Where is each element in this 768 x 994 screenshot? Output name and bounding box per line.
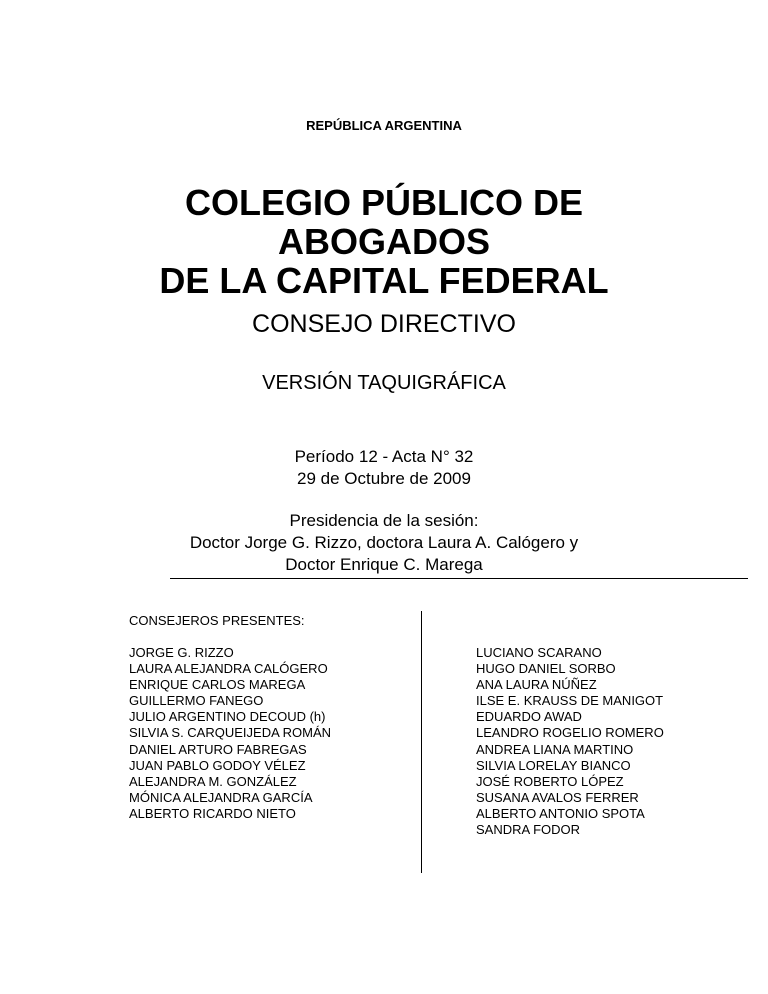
councilor-name: LEANDRO ROGELIO ROMERO	[476, 725, 664, 741]
councilor-name: LAURA ALEJANDRA CALÓGERO	[129, 661, 328, 677]
councilor-name: SANDRA FODOR	[476, 822, 581, 838]
councilor-name: JOSÉ ROBERTO LÓPEZ	[476, 773, 624, 789]
document-title	[0, 183, 768, 300]
councilor-name: EDUARDO AWAD	[476, 709, 582, 725]
councilor-name: HUGO DANIEL SORBO	[476, 661, 616, 677]
councilors-heading: CONSEJEROS PRESENTES:	[129, 613, 305, 628]
title-line-2: ABOGADOS	[277, 221, 490, 262]
councilor-name: SILVIA S. CARQUEIJEDA ROMÁN	[129, 725, 332, 741]
councilor-name: SILVIA LORELAY BIANCO	[476, 757, 631, 773]
councilor-name: ENRIQUE CARLOS MAREGA	[129, 677, 306, 693]
council-name: CONSEJO DIRECTIVO	[252, 310, 516, 338]
councilor-name: ALBERTO RICARDO NIETO	[129, 805, 296, 821]
councilor-name: SUSANA AVALOS FERRER	[476, 789, 639, 805]
councilor-name: JULIO ARGENTINO DECOUD (h)	[129, 709, 326, 725]
country-heading: REPÚBLICA ARGENTINA	[306, 118, 462, 133]
horizontal-rule	[170, 578, 748, 579]
councilor-name: ILSE E. KRAUSS DE MANIGOT	[476, 693, 664, 709]
presidency-label: Presidencia de la sesión:	[289, 511, 479, 530]
councilor-name: ALBERTO ANTONIO SPOTA	[476, 805, 645, 821]
period-line: Período 12 - Acta N° 32	[294, 447, 474, 466]
session-info	[0, 446, 768, 490]
title-line-1: COLEGIO PÚBLICO DE	[184, 182, 584, 223]
version-label: VERSIÓN TAQUIGRÁFICA	[262, 372, 506, 394]
councilor-name: JUAN PABLO GODOY VÉLEZ	[129, 757, 306, 773]
councilor-name: ANDREA LIANA MARTINO	[476, 741, 634, 757]
presidency-line-2: Doctor Enrique C. Marega	[285, 555, 483, 574]
date-line: 29 de Octubre de 2009	[297, 469, 471, 488]
councilor-name: GUILLERMO FANEGO	[129, 693, 264, 709]
column-divider	[421, 611, 422, 873]
presidency-line-1: Doctor Jorge G. Rizzo, doctora Laura A. Calógero y	[189, 533, 579, 552]
councilors-left-column	[129, 645, 331, 822]
councilor-name: LUCIANO SCARANO	[476, 645, 602, 660]
presidency-block	[0, 510, 768, 576]
councilor-name: ANA LAURA NÚÑEZ	[476, 677, 597, 693]
councilor-name: ALEJANDRA M. GONZÁLEZ	[129, 773, 297, 789]
title-line-3: DE LA CAPITAL FEDERAL	[159, 260, 609, 301]
councilor-name: DANIEL ARTURO FABREGAS	[129, 741, 307, 757]
councilors-right-column	[476, 645, 664, 838]
councilor-name: MÓNICA ALEJANDRA GARCÍA	[129, 789, 313, 805]
councilor-name: JORGE G. RIZZO	[129, 645, 234, 660]
